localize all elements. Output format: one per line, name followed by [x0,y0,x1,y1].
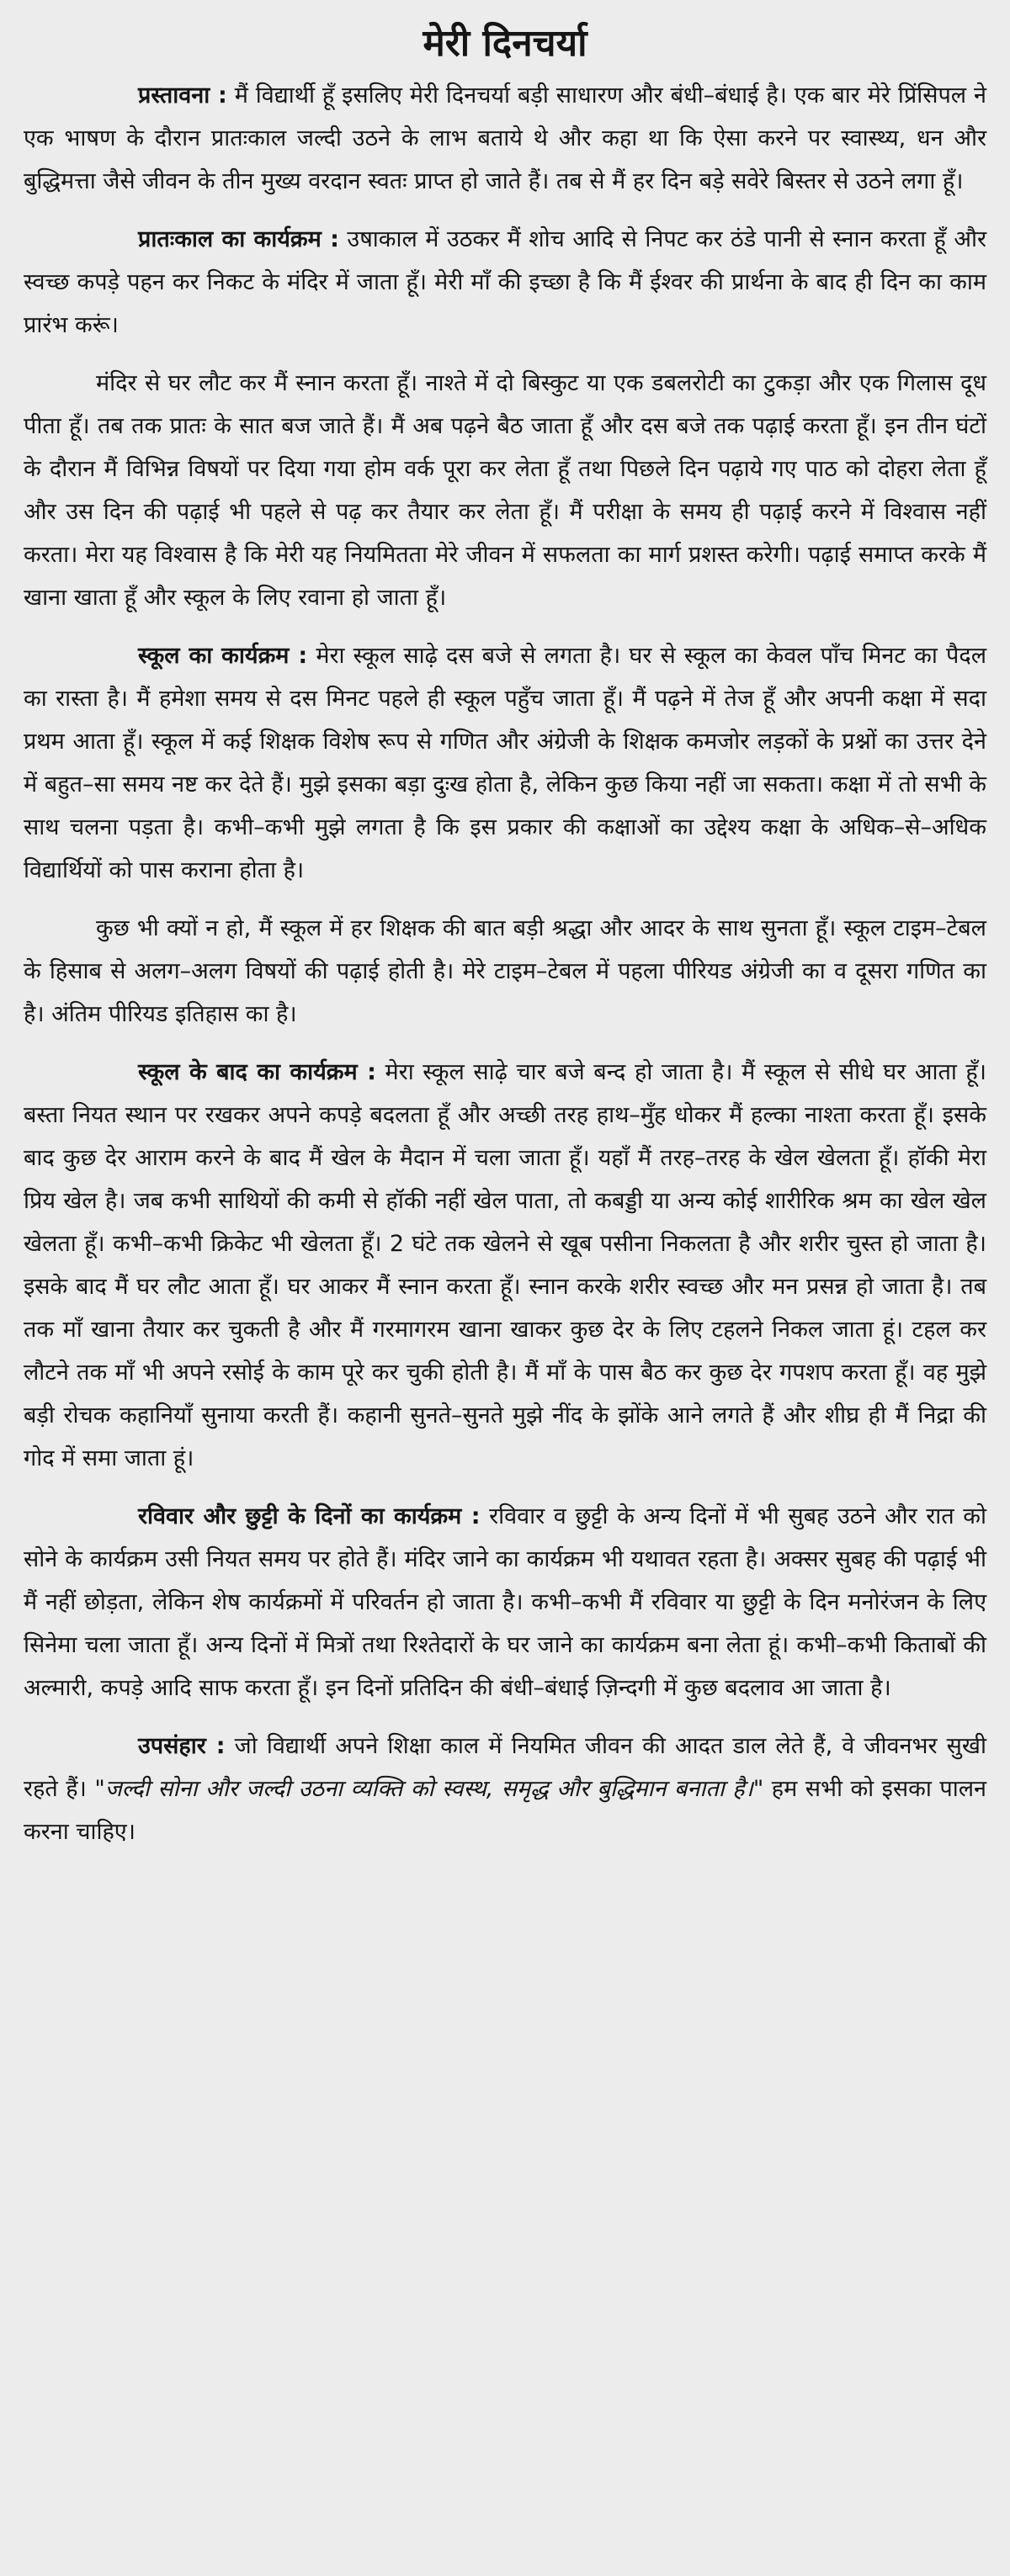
section-text: मैं विद्यार्थी हूँ इसलिए मेरी दिनचर्या बड़ी साधारण और बंधी–बंधाई है। एक बार मेरे प्रिंसिपल ने एक भाषण के दौरान प्रातःकाल जल्दी उठने के लाभ बताये थे और कहा था कि ऐसा करने पर स्वास्थ्य, धन और बुद्धिमत्ता जैसे जीवन के तीन मुख्य वरदान स्वतः प्राप्त हो जाते हैं। तब से मैं हर दिन बड़े सवेरे बिस्तर से उठने लगा हूँ। [24,82,986,194]
paragraph-morning [24,218,986,347]
section-heading: उपसंहार : [138,1733,226,1759]
paragraph-morning-continued [24,362,986,619]
section-text: मेरा स्कूल साढ़े दस बजे से लगता है। घर से स्कूल का केवल पाँच मिनट का पैदल का रास्ता है। मैं हमेशा समय से दस मिनट पहले ही स्कूल पहुँच जाता हूँ। मैं पढ़ने में तेज हूँ और अपनी कक्षा में सदा प्रथम आता हूँ। स्कूल में कई शिक्षक विशेष रूप से गणित और अंग्रेजी के शिक्षक कमजोर लड़कों के प्रश्नों का उत्तर देने में बहुत–सा समय नष्ट कर देते हैं। मुझे इसका बड़ा दुःख होता है, लेकिन कुछ किया नहीं जा सकता। कक्षा में तो सभी के साथ चलना पड़ता है। कभी–कभी मुझे लगता है कि इस प्रकार की कक्षाओं का उद्देश्य कक्षा के अधिक–से–अधिक विद्यार्थियों को पास कराना होता है। [24,643,986,883]
page-title: मेरी दिनचर्या [423,22,587,65]
paragraph-after-school [24,1051,986,1480]
section-heading: प्रातःकाल का कार्यक्रम : [138,226,339,252]
section-heading: स्कूल के बाद का कार्यक्रम : [138,1059,376,1085]
section-heading: स्कूल का कार्यक्रम : [138,643,308,669]
section-text-tail: हम सभी को इसका पालन करना चाहिए। [24,1776,987,1845]
paragraph-holidays [24,1495,986,1709]
paragraph-conclusion [24,1725,986,1853]
paragraph-school [24,634,986,892]
section-heading: रविवार और छुट्टी के दिनों का कार्यक्रम : [138,1503,481,1529]
section-heading: प्रस्तावना : [138,82,227,109]
section-text: उषाकाल में उठकर मैं शोच आदि से निपट कर ठंडे पानी से स्नान करता हूँ और स्वच्छ कपड़े पहन कर निकट के मंदिर में जाता हूँ। मेरी माँ की इच्छा है कि मैं ईश्वर की प्रार्थना के बाद ही दिन का काम प्रारंभ करूं। [24,226,987,338]
section-text: मेरा स्कूल साढ़े चार बजे बन्द हो जाता है। मैं स्कूल से सीधे घर आता हूँ। बस्ता नियत स्थान पर रखकर अपने कपड़े बदलता हूँ और अच्छी तरह हाथ–मुँह धोकर मैं हल्का नाश्ता करता हूँ। इसके बाद कुछ देर आराम करने के बाद मैं खेल के मैदान में चला जाता हूँ। यहाँ मैं तरह–तरह के खेल खेलता हूँ। हॉकी मेरा प्रिय खेल है। जब कभी साथियों की कमी से हॉकी नहीं खेल पाता, तो कबड्डी या अन्य कोई शारीरिक श्रम का खेल खेल खेलता हूँ। कभी–कभी क्रिकेट भी खेलता हूँ। 2 घंटे तक खेलने से खूब पसीना निकलता है और शरीर चुस्त हो जाता है। इसके बाद मैं घर लौट आता हूँ। घर आकर मैं स्नान करता हूँ। स्नान करके शरीर स्वच्छ और मन प्रसन्न हो जाता है। तब तक माँ खाना तैयार कर चुकती है और मैं गरमागरम खाना खाकर कुछ देर के लिए टहलने निकल जाता हूं। टहल कर लौटने तक माँ भी अपने रसोई के काम पूरे कर चुकी होती है। मैं माँ के पास बैठ कर कुछ देर गपशप करता हूँ। वह मुझे बड़ी रोचक कहानियाँ सुनाया करती हैं। कहानी सुनते–सुनते मुझे नींद के झोंके आने लगते हैं और शीघ्र ही मैं निद्रा की गोद में समा जाता हूं। [24,1059,987,1471]
section-text: जो विद्यार्थी अपने शिक्षा काल में नियमित जीवन की आदत डाल लेते हैं, वे जीवनभर सुखी रहते हैं। [24,1733,986,1802]
proverb-quote: "जल्दी सोना और जल्दी उठना व्यक्ति को स्वस्थ, समृद्ध और बुद्धिमान बनाता है।" [94,1776,764,1802]
paragraph-school-continued [24,907,986,1036]
section-text: कुछ भी क्यों न हो, मैं स्कूल में हर शिक्षक की बात बड़ी श्रद्धा और आदर के साथ सुनता हूँ। स्कूल टाइम–टेबल के हिसाब से अलग–अलग विषयों की पढ़ाई होती है। मेरे टाइम–टेबल में पहला पीरियड अंग्रेजी का व दूसरा गणित का है। अंतिम पीरियड इतिहास का है। [24,915,986,1027]
section-text: रविवार व छुट्टी के अन्य दिनों में भी सुबह उठने और रात को सोने के कार्यक्रम उसी नियत समय पर होते हैं। मंदिर जाने का कार्यक्रम भी यथावत रहता है। अक्सर सुबह की पढ़ाई भी मैं नहीं छोड़ता, लेकिन शेष कार्यक्रमों में परिवर्तन हो जाता है। कभी–कभी मैं रविवार या छुट्टी के दिन मनोरंजन के लिए सिनेमा चला जाता हूँ। अन्य दिनों में मित्रों तथा रिश्तेदारों के घर जाने का कार्यक्रम बना लेता हूं। कभी–कभी किताबों की अल्मारी, कपड़े आदि साफ करता हूँ। इन दिनों प्रतिदिन की बंधी–बंधाई ज़िन्दगी में कुछ बदलाव आ जाता है। [24,1503,986,1701]
section-text: मंदिर से घर लौट कर मैं स्नान करता हूँ। नाश्ते में दो बिस्कुट या एक डबलरोटी का टुकड़ा और एक गिलास दूध पीता हूँ। तब तक प्रातः के सात बज जाते हैं। मैं अब पढ़ने बैठ जाता हूँ और दस बजे तक पढ़ाई करता हूँ। इन तीन घंटों के दौरान मैं विभिन्न विषयों पर दिया गया होम वर्क पूरा कर लेता हूँ तथा पिछले दिन पढ़ाये गए पाठ को दोहरा लेता हूँ और उस दिन की पढ़ाई भी पहले से पढ़ कर तैयार कर लेता हूँ। मैं परीक्षा के समय ही पढ़ाई करने में विश्वास नहीं करता। मेरा यह विश्वास है कि मेरी यह नियमितता मेरे जीवन में सफलता का मार्ग प्रशस्त करेगी। पढ़ाई समाप्त करके मैं खाना खाता हूँ और स्कूल के लिए रवाना हो जाता हूँ। [24,370,986,611]
paragraph-introduction [24,74,986,203]
